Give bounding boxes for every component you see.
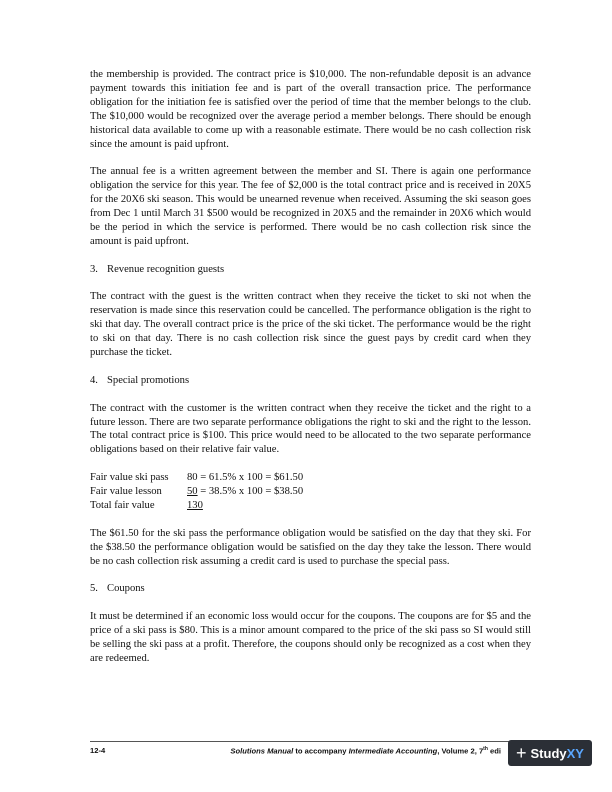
heading-text: Special promotions (107, 374, 190, 386)
footer-book-title (230, 746, 501, 756)
fair-value-row-total (90, 499, 531, 513)
fair-value-row-lesson (90, 485, 531, 499)
footer-suffix: , Volume 2, 7 (437, 746, 484, 756)
paragraph-ski-pass-obligation: The $61.50 for the ski pass the performance obligation would be satisfied on the day that they ski. For the $38.50 the performance obligation would be satisfied on the day they take the lesson. There would be no cash collection risk assuming a credit card is used to purchase the special pass. (90, 527, 531, 567)
fair-value-amount: 80 (187, 472, 198, 484)
heading-text: Coupons (107, 583, 145, 595)
fair-value-calc (187, 485, 303, 499)
fair-value-calc (187, 471, 303, 485)
page-number: 12-4 (90, 746, 106, 755)
badge-xy: XY (566, 745, 584, 761)
studyxy-badge[interactable] (508, 740, 592, 766)
paragraph-guest-contract: The contract with the guest is the written contract when they receive the ticket to ski not when the reservation is made since this reservation could be cancelled. The performance obligation is the right to ski that day. The overall contract price is the price of the ski ticket. The performance would be the right to ski on that day. There is no cash collection risk since the guest pays by credit card when they purchase the ticket. (90, 291, 531, 359)
badge-study: Study (530, 745, 567, 761)
heading-number: 3. (90, 263, 98, 275)
footer-prefix: Solutions Manual (230, 746, 294, 756)
heading-text: Revenue recognition guests (107, 263, 225, 275)
heading-special-promotions (90, 374, 531, 388)
heading-number: 5. (90, 583, 98, 595)
fair-value-calc (187, 499, 203, 513)
fair-value-label: Fair value ski pass (90, 472, 169, 484)
fair-value-total: 130 (187, 499, 203, 511)
fair-value-allocation: = 38.5% x 100 = $38.50 (197, 486, 304, 498)
heading-number: 4. (90, 374, 98, 386)
fair-value-allocation: = 61.5% x 100 = $61.50 (197, 472, 304, 484)
footer-middle: to accompany (293, 746, 349, 756)
footer-divider (90, 741, 531, 742)
paragraph-customer-contract: The contract with the customer is the written contract when they receive the ticket and the right to a future lesson. There are two separate performance obligations the right to ski and the right to the lesson. The total contract price is $100. This price would need to be allocated to the two separate performance obligations based on their relative fair value. (90, 402, 531, 456)
fair-value-row-ski-pass (90, 471, 531, 485)
page-content (90, 68, 531, 680)
plus-icon: + (516, 743, 527, 763)
fair-value-amount: 50 (187, 486, 198, 498)
paragraph-annual-fee: The annual fee is a written agreement between the member and SI. There is again one performance obligation the service for this year. The fee of $2,000 is the total contract price and is received in 20X5 for the 20X6 ski season. This would be unearned revenue when received. Assuming the ski season goes from Dec 1 until March 31 $500 would be recognized in 20X5 and the remainder in 20X6 which would be the period in which the service is performed. There would be no cash collection risk since the amount is paid upfront. (90, 166, 531, 247)
footer-tail: edi (487, 746, 501, 756)
fair-value-label: Total fair value (90, 499, 155, 511)
heading-revenue-recognition-guests (90, 263, 531, 277)
page-footer (90, 741, 531, 757)
footer-book: Intermediate Accounting (348, 746, 438, 756)
fair-value-table (90, 471, 531, 513)
paragraph-membership: the membership is provided. The contract price is $10,000. The non-refundable deposit is an advance payment towards this initiation fee and is part of the overall transaction price. The performance obligation for the initiation fee is satisfied over the period of time that the member belongs to the club. The $10,000 would be recognized over the average period a member belongs. There should be enough historical data available to come up with a reasonable estimate. There would be no cash collection risk since the amount is paid upfront. (90, 69, 531, 150)
footer-sup: th (483, 746, 488, 752)
paragraph-coupons: It must be determined if an economic loss would occur for the coupons. The coupons are for $5 and the price of a ski pass is $80. This is a minor amount compared to the price of the ski pass so SI would still be selling the ski pass at a profit. Therefore, the coupons should only be recognized as a cost when they are redeemed. (90, 611, 531, 664)
heading-coupons (90, 582, 531, 596)
fair-value-label: Fair value lesson (90, 486, 162, 498)
